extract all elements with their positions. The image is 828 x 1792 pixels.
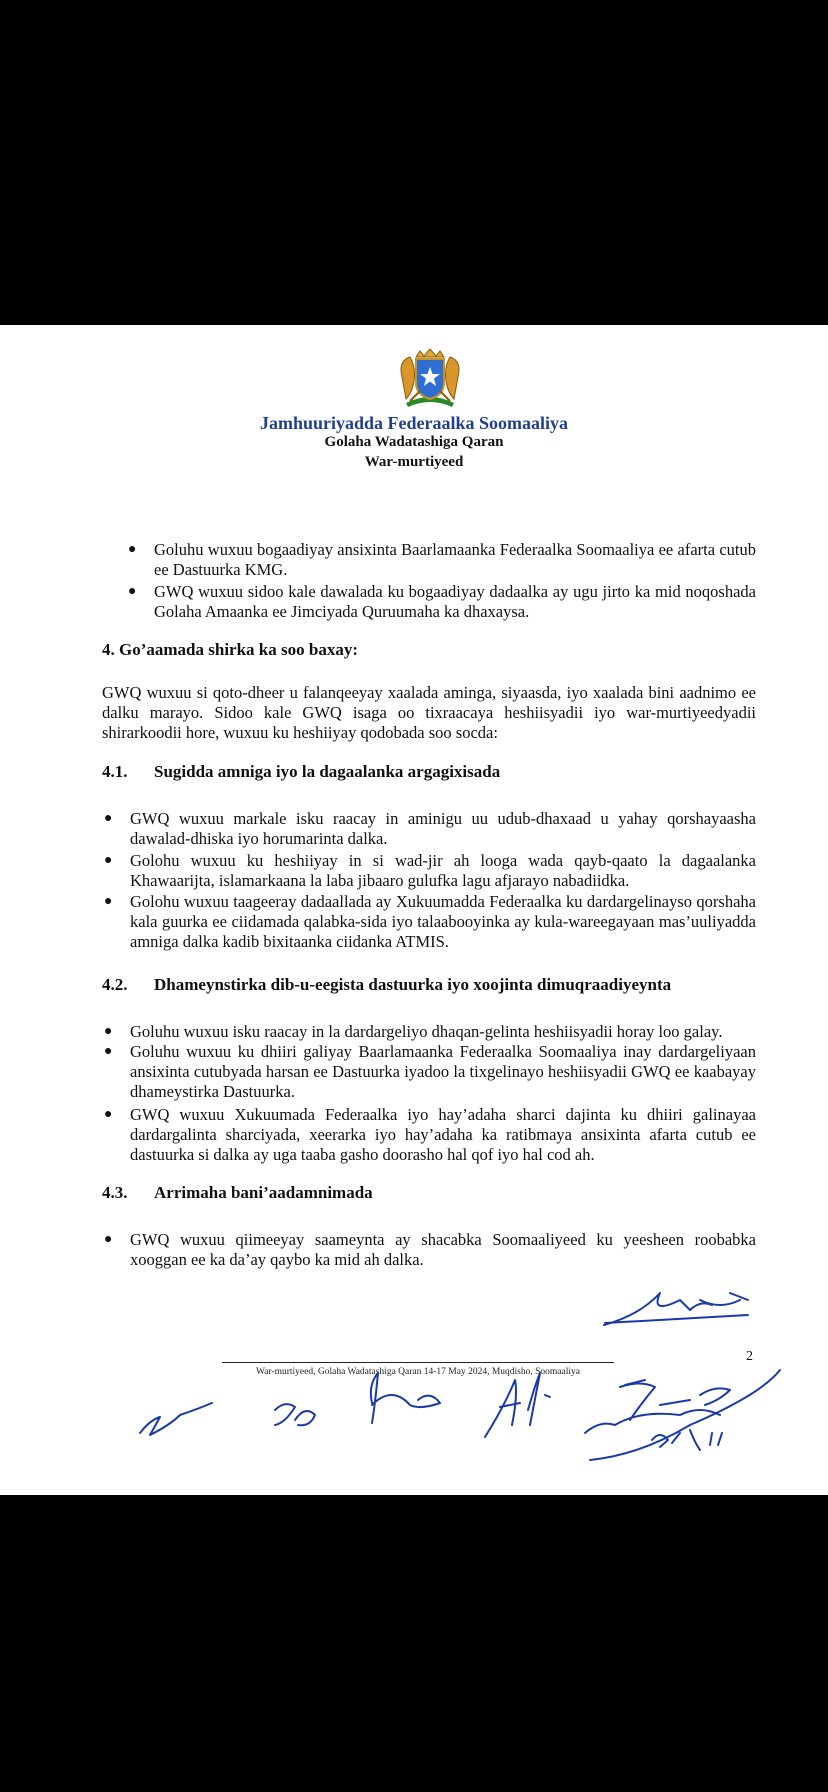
bullet-icon: ● xyxy=(104,1044,113,1059)
section-title: Go’aamada shirka ka soo baxay: xyxy=(119,640,358,659)
bullet-icon: ● xyxy=(104,1107,113,1122)
list-item: ● GWQ wuxuu Xukuumada Federaalka iyo hay’adaha sharci dajinta ku dhiiri galinayaa dardargalinta sharciyada, xeerarka iyo hay’adaha ka ratibmaya ansixinta afarta cutub ee dastuurka si dalka ay uga taaba gasho doorasho hal qof iyo hal cod ah. xyxy=(104,1105,756,1164)
section-number: 4.1. xyxy=(102,762,128,781)
bullet-icon: ● xyxy=(104,894,113,909)
section-number: 4.3. xyxy=(102,1183,128,1202)
list-item: ● Goluhu wuxuu ku dhiiri galiyay Baarlamaanka Federaalka Soomaaliya inay dardargeliyaan ansixinta cutubyada harsan ee Dastuurka iyadoo la tixgelinayo heshiisyadii GWQ ee kaabayay dhameystirka Dastuurka. xyxy=(104,1042,756,1101)
bullet-icon: ● xyxy=(128,584,137,599)
bullet-icon: ● xyxy=(104,811,113,826)
bullet-icon: ● xyxy=(104,853,113,868)
signature-icon xyxy=(485,1373,550,1437)
section-number: 4. xyxy=(102,640,115,659)
list-item: ● GWQ wuxuu markale isku raacay in aminigu uu udub-dhaxaad u yahay qorshayaasha dawalad-dhiska iyo horumarinta dalka. xyxy=(104,809,756,848)
signature-icon xyxy=(140,1403,212,1435)
section-title: Sugidda amniga iyo la dagaalanka argagixisada xyxy=(154,762,501,781)
list-item: ● Golohu wuxuu taageeray dadaallada ay Xukuumadda Federaalka ku dardargelinayso qorshaha kala guurka ee ciidamada qalabka-sida iyo talaabooyinka ay kula-wareegayaan mas’uuliyadda amniga dalka kadib bixitaanka ciidanka ATMIS. xyxy=(104,892,756,951)
bullet-icon: ● xyxy=(104,1232,113,1247)
bullet-icon: ● xyxy=(128,542,137,557)
section-number: 4.2. xyxy=(102,975,128,994)
bullet-icon: ● xyxy=(104,1024,113,1039)
section-title: Dhameynstirka dib-u-eegista dastuurka iyo xoojinta dimuqraadiyeynta xyxy=(154,975,672,994)
header-country: Jamhuuriyadda Federaalka Soomaaliya xyxy=(259,413,569,433)
signature-icon xyxy=(585,1370,780,1460)
list-item: ● Golohu wuxuu ku heshiiyay in si wad-jir ah looga wada qayb-qaato la dagaalanka Khawaarijta, islamarkaana la laba jibaaro gulufka lagu afjarayo nabadiidka. xyxy=(104,851,756,890)
list-item: ● GWQ wuxuu sidoo kale dawalada ku bogaadiyay dadaalka ay ugu jirto ka mid noqoshada Golaha Amaanka ee Jimciyada Quruumaha ka dhaxaysa. xyxy=(128,582,756,621)
list-item: ● Goluhu wuxuu isku raacay in la dardargeliyo dhaqan-gelinta heshiisyadii horay loo galay. xyxy=(104,1022,723,1041)
handwritten-signatures xyxy=(0,325,828,1495)
footer-text: War-murtiyeed, Golaha Wadatashiga Qaran 14-17 May 2024, Muqdisho, Soomaaliya xyxy=(256,1367,580,1377)
page-number: 2 xyxy=(746,1349,753,1364)
signature-icon xyxy=(371,1373,440,1423)
header-doc-type: War-murtiyeed xyxy=(364,454,464,470)
section-4-paragraph: GWQ wuxuu si qoto-dheer u falanqeeyay xaalada aminga, siyaasda, iyo xaalada bini aadnimo ee dalku marayo. Sidoo kale GWQ isaga oo tixraacaya heshiisyadii iyo war-murtiyeedyadii shirarkoodii hore, wuxuu ku heshiiyay qodobada soo socda: xyxy=(102,683,756,742)
list-item: ● GWQ wuxuu qiimeeyay saameynta ay shacabka Soomaaliyeed ku yeesheen roobabka xooggan ee ka da’ay qaybo ka mid ah dalka. xyxy=(104,1230,756,1269)
section-title: Arrimaha bani’aadamnimada xyxy=(154,1183,373,1202)
signature-icon xyxy=(604,1293,748,1325)
signature-icon xyxy=(275,1404,315,1425)
header-council: Golaha Wadatashiga Qaran xyxy=(324,434,504,450)
list-item: ● Goluhu wuxuu bogaadiyay ansixinta Baarlamaanka Federaalka Soomaaliya ee afarta cutub ee Dastuurka KMG. xyxy=(128,540,756,579)
document-page xyxy=(0,325,828,1495)
